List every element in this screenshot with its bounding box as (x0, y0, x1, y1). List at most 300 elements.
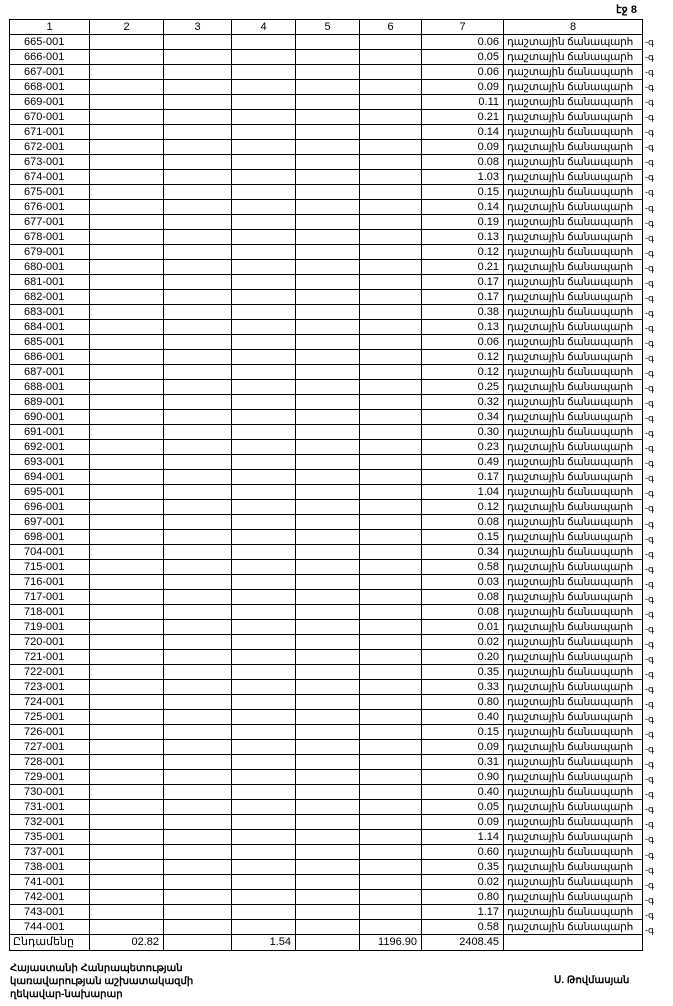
cell-empty (164, 815, 232, 830)
cell-empty (296, 410, 360, 425)
cell-value: 0.17 (422, 275, 504, 290)
table-row (10, 335, 643, 350)
totals-col6: 1196.90 (360, 935, 422, 951)
cell-empty (164, 515, 232, 530)
cell-description: դաշտային ճանապարհ (504, 230, 643, 245)
row-mark: -գ (645, 488, 654, 499)
row-marks (645, 35, 671, 938)
cell-code: 725-001 (10, 710, 90, 725)
cell-empty (90, 860, 164, 875)
cell-description: դաշտային ճանապարհ (504, 65, 643, 80)
cell-code: 732-001 (10, 815, 90, 830)
cell-description: դաշտային ճանապարհ (504, 920, 643, 935)
cell-description: դաշտային ճանապարհ (504, 95, 643, 110)
cell-code: 730-001 (10, 785, 90, 800)
row-mark: -գ (645, 232, 654, 243)
cell-empty (232, 185, 296, 200)
table-row (10, 80, 643, 95)
cell-description: դաշտային ճանապարհ (504, 380, 643, 395)
cell-empty (360, 845, 422, 860)
cell-description: դաշտային ճանապարհ (504, 335, 643, 350)
table-row (10, 35, 643, 50)
cell-description: դաշտային ճանապարհ (504, 140, 643, 155)
cell-empty (90, 755, 164, 770)
cell-empty (164, 50, 232, 65)
cell-value: 0.14 (422, 125, 504, 140)
cell-empty (296, 920, 360, 935)
footer-line-2: կառավարության աշխատակազմի (10, 976, 194, 987)
header-col-6: 6 (360, 20, 422, 35)
cell-value: 0.12 (422, 500, 504, 515)
table-row (10, 890, 643, 905)
cell-empty (90, 65, 164, 80)
cell-description: դաշտային ճանապարհ (504, 350, 643, 365)
cell-empty (232, 485, 296, 500)
cell-value: 0.19 (422, 215, 504, 230)
cell-empty (360, 170, 422, 185)
table-row (10, 245, 643, 260)
cell-empty (164, 635, 232, 650)
cell-code: 680-001 (10, 260, 90, 275)
cell-empty (232, 680, 296, 695)
cell-empty (232, 215, 296, 230)
cell-code: 684-001 (10, 320, 90, 335)
cell-description: դաշտային ճանապարհ (504, 545, 643, 560)
cell-value: 0.09 (422, 815, 504, 830)
cell-value: 0.23 (422, 440, 504, 455)
cell-empty (90, 665, 164, 680)
cell-empty (296, 320, 360, 335)
cell-empty (90, 410, 164, 425)
row-mark: -գ (645, 699, 654, 710)
cell-code: 731-001 (10, 800, 90, 815)
cell-description: դաշտային ճանապարհ (504, 665, 643, 680)
row-mark: -գ (645, 443, 654, 454)
cell-empty (232, 65, 296, 80)
cell-empty (90, 245, 164, 260)
header-row (10, 20, 643, 35)
cell-empty (90, 440, 164, 455)
cell-empty (360, 530, 422, 545)
row-mark: -գ (645, 924, 654, 935)
cell-empty (164, 680, 232, 695)
cell-value: 0.03 (422, 575, 504, 590)
totals-row (10, 935, 643, 951)
cell-empty (296, 710, 360, 725)
cell-empty (232, 815, 296, 830)
cell-empty (90, 815, 164, 830)
cell-value: 0.21 (422, 110, 504, 125)
cell-empty (360, 470, 422, 485)
cell-empty (360, 560, 422, 575)
cell-empty (296, 695, 360, 710)
cell-description: դաշտային ճանապարհ (504, 605, 643, 620)
cell-code: 726-001 (10, 725, 90, 740)
cell-code: 721-001 (10, 650, 90, 665)
table-row (10, 380, 643, 395)
cell-description: դաշտային ճանապարհ (504, 35, 643, 50)
cell-empty (360, 905, 422, 920)
cell-code: 695-001 (10, 485, 90, 500)
row-mark: -գ (645, 684, 654, 695)
cell-empty (360, 140, 422, 155)
cell-empty (296, 140, 360, 155)
cell-value: 0.06 (422, 335, 504, 350)
row-mark: -գ (645, 864, 654, 875)
cell-empty (90, 710, 164, 725)
row-mark: -գ (645, 548, 654, 559)
row-mark: -գ (645, 653, 654, 664)
cell-description: դաշտային ճանապարհ (504, 875, 643, 890)
cell-empty (90, 920, 164, 935)
cell-empty (232, 50, 296, 65)
cell-empty (232, 710, 296, 725)
totals-col5 (296, 935, 360, 951)
cell-empty (232, 500, 296, 515)
cell-value: 0.12 (422, 350, 504, 365)
row-mark: -գ (645, 909, 654, 920)
totals-col2: 02.82 (90, 935, 164, 951)
row-mark: -գ (645, 789, 654, 800)
cell-empty (164, 470, 232, 485)
row-mark: -գ (645, 578, 654, 589)
table-row (10, 545, 643, 560)
cell-description: դաշտային ճանապարհ (504, 635, 643, 650)
row-mark: -գ (645, 819, 654, 830)
table-row (10, 785, 643, 800)
cell-description: դաշտային ճանապարհ (504, 170, 643, 185)
cell-empty (296, 155, 360, 170)
cell-empty (164, 215, 232, 230)
cell-code: 717-001 (10, 590, 90, 605)
cell-empty (360, 320, 422, 335)
cell-empty (232, 740, 296, 755)
row-mark: -գ (645, 473, 654, 484)
cell-empty (232, 725, 296, 740)
cell-description: դաշտային ճանապարհ (504, 620, 643, 635)
cell-value: 0.30 (422, 425, 504, 440)
row-mark: -գ (645, 172, 654, 183)
row-mark: -գ (645, 623, 654, 634)
cell-code: 738-001 (10, 860, 90, 875)
row-mark: -գ (645, 638, 654, 649)
cell-code: 698-001 (10, 530, 90, 545)
cell-description: դաշտային ճանապարհ (504, 830, 643, 845)
cell-empty (296, 455, 360, 470)
cell-code: 718-001 (10, 605, 90, 620)
cell-code: 737-001 (10, 845, 90, 860)
cell-empty (232, 755, 296, 770)
table-row (10, 875, 643, 890)
cell-value: 0.80 (422, 695, 504, 710)
cell-value: 0.15 (422, 725, 504, 740)
cell-empty (90, 485, 164, 500)
cell-empty (360, 395, 422, 410)
cell-empty (90, 425, 164, 440)
cell-empty (90, 635, 164, 650)
cell-empty (164, 350, 232, 365)
table-row (10, 770, 643, 785)
cell-empty (232, 890, 296, 905)
cell-empty (90, 350, 164, 365)
cell-value: 0.12 (422, 245, 504, 260)
cell-empty (90, 95, 164, 110)
cell-value: 0.58 (422, 920, 504, 935)
cell-empty (360, 785, 422, 800)
cell-empty (90, 770, 164, 785)
cell-description: դաշտային ճանապարհ (504, 425, 643, 440)
cell-value: 0.80 (422, 890, 504, 905)
cell-empty (232, 665, 296, 680)
cell-empty (90, 740, 164, 755)
cell-empty (90, 155, 164, 170)
cell-code: 675-001 (10, 185, 90, 200)
cell-empty (360, 80, 422, 95)
table-row (10, 350, 643, 365)
table-row (10, 95, 643, 110)
table-row (10, 530, 643, 545)
cell-code: 667-001 (10, 65, 90, 80)
cell-empty (90, 365, 164, 380)
cell-value: 0.17 (422, 290, 504, 305)
cell-value: 0.25 (422, 380, 504, 395)
row-mark: -գ (645, 352, 654, 363)
cell-empty (360, 800, 422, 815)
cell-empty (296, 230, 360, 245)
cell-empty (232, 200, 296, 215)
cell-empty (296, 665, 360, 680)
cell-description: դաշտային ճանապարհ (504, 845, 643, 860)
cell-empty (296, 425, 360, 440)
cell-code: 691-001 (10, 425, 90, 440)
table-row (10, 410, 643, 425)
cell-empty (90, 515, 164, 530)
cell-description: դաշտային ճանապարհ (504, 695, 643, 710)
cell-description: դաշտային ճանապարհ (504, 275, 643, 290)
cell-empty (90, 530, 164, 545)
cell-description: դաշտային ճանապարհ (504, 245, 643, 260)
cell-value: 0.32 (422, 395, 504, 410)
header-col-7: 7 (422, 20, 504, 35)
cell-empty (296, 290, 360, 305)
page-number: էջ 8 (616, 4, 637, 16)
cell-value: 0.13 (422, 230, 504, 245)
cell-description: դաշտային ճանապարհ (504, 710, 643, 725)
row-mark: -գ (645, 277, 654, 288)
cell-value: 0.90 (422, 770, 504, 785)
table-row (10, 50, 643, 65)
cell-empty (164, 155, 232, 170)
row-mark: -գ (645, 322, 654, 333)
cell-empty (360, 365, 422, 380)
cell-value: 0.60 (422, 845, 504, 860)
cell-empty (164, 320, 232, 335)
cell-empty (164, 140, 232, 155)
cell-code: 688-001 (10, 380, 90, 395)
cell-code: 682-001 (10, 290, 90, 305)
totals-col3 (164, 935, 232, 951)
row-mark: -գ (645, 563, 654, 574)
row-mark: -գ (645, 383, 654, 394)
totals-col4: 1.54 (232, 935, 296, 951)
cell-empty (232, 305, 296, 320)
cell-empty (232, 785, 296, 800)
table-row (10, 665, 643, 680)
cell-description: դաշտային ճանապարհ (504, 500, 643, 515)
row-mark: -գ (645, 398, 654, 409)
cell-empty (232, 125, 296, 140)
cell-empty (164, 905, 232, 920)
cell-empty (360, 755, 422, 770)
footer-signer: Ս. Թովմասյան (554, 975, 630, 986)
cell-empty (232, 830, 296, 845)
cell-empty (90, 785, 164, 800)
cell-empty (360, 260, 422, 275)
cell-value: 0.35 (422, 665, 504, 680)
cell-empty (90, 140, 164, 155)
cell-code: 666-001 (10, 50, 90, 65)
cell-value: 0.08 (422, 605, 504, 620)
cell-code: 723-001 (10, 680, 90, 695)
cell-empty (90, 845, 164, 860)
row-mark: -գ (645, 774, 654, 785)
table-row (10, 320, 643, 335)
cell-empty (164, 380, 232, 395)
cell-empty (360, 860, 422, 875)
cell-empty (360, 725, 422, 740)
cell-empty (296, 860, 360, 875)
table-row (10, 575, 643, 590)
cell-empty (90, 545, 164, 560)
cell-empty (232, 650, 296, 665)
cell-empty (232, 320, 296, 335)
cell-empty (164, 860, 232, 875)
table-row (10, 695, 643, 710)
cell-description: դաշտային ճանապարհ (504, 650, 643, 665)
cell-empty (296, 590, 360, 605)
row-mark: -գ (645, 337, 654, 348)
cell-empty (232, 140, 296, 155)
cell-empty (360, 695, 422, 710)
cell-empty (232, 395, 296, 410)
cell-empty (90, 230, 164, 245)
cell-empty (164, 845, 232, 860)
cell-empty (232, 620, 296, 635)
cell-empty (232, 95, 296, 110)
cell-empty (164, 800, 232, 815)
cell-code: 671-001 (10, 125, 90, 140)
cell-empty (164, 275, 232, 290)
cell-code: 679-001 (10, 245, 90, 260)
cell-code: 690-001 (10, 410, 90, 425)
row-mark: -գ (645, 67, 654, 78)
cell-code: 692-001 (10, 440, 90, 455)
cell-description: դաշտային ճանապարհ (504, 680, 643, 695)
cell-empty (360, 335, 422, 350)
cell-empty (164, 920, 232, 935)
cell-empty (360, 770, 422, 785)
cell-empty (232, 455, 296, 470)
table-row (10, 755, 643, 770)
table-row (10, 260, 643, 275)
table-row (10, 305, 643, 320)
cell-empty (360, 125, 422, 140)
header-col-2: 2 (90, 20, 164, 35)
cell-empty (360, 50, 422, 65)
cell-empty (90, 395, 164, 410)
cell-empty (90, 290, 164, 305)
cell-empty (164, 530, 232, 545)
row-mark: -գ (645, 518, 654, 529)
cell-empty (164, 620, 232, 635)
cell-empty (296, 785, 360, 800)
cell-description: դաշտային ճանապարհ (504, 770, 643, 785)
cell-empty (90, 620, 164, 635)
cell-empty (360, 155, 422, 170)
row-mark: -գ (645, 428, 654, 439)
cell-empty (90, 890, 164, 905)
cell-empty (164, 125, 232, 140)
cell-description: դաշտային ճանապարհ (504, 515, 643, 530)
cell-empty (296, 740, 360, 755)
cell-empty (296, 545, 360, 560)
cell-empty (90, 650, 164, 665)
cell-empty (164, 665, 232, 680)
cell-code: 677-001 (10, 215, 90, 230)
cell-empty (296, 680, 360, 695)
cell-empty (296, 650, 360, 665)
cell-empty (90, 470, 164, 485)
row-mark: -գ (645, 668, 654, 679)
cell-code: 696-001 (10, 500, 90, 515)
cell-code: 704-001 (10, 545, 90, 560)
cell-description: դաշտային ճանապարհ (504, 905, 643, 920)
footer-line-3: ղեկավար-նախարար (10, 989, 123, 1000)
cell-empty (360, 890, 422, 905)
cell-value: 0.40 (422, 785, 504, 800)
cell-empty (360, 590, 422, 605)
cell-empty (90, 185, 164, 200)
cell-code: 727-001 (10, 740, 90, 755)
cell-empty (90, 875, 164, 890)
cell-code: 694-001 (10, 470, 90, 485)
cell-description: դաշտային ճանապարհ (504, 185, 643, 200)
table-row (10, 920, 643, 935)
cell-code: 676-001 (10, 200, 90, 215)
cell-empty (232, 245, 296, 260)
row-mark: -գ (645, 759, 654, 770)
table-row (10, 560, 643, 575)
cell-description: դաշտային ճանապարհ (504, 365, 643, 380)
row-mark: -գ (645, 262, 654, 273)
cell-empty (90, 575, 164, 590)
cell-code: 689-001 (10, 395, 90, 410)
cell-empty (296, 635, 360, 650)
cell-empty (90, 335, 164, 350)
cell-empty (164, 830, 232, 845)
cell-value: 0.09 (422, 80, 504, 95)
cell-code: 685-001 (10, 335, 90, 350)
cell-empty (296, 350, 360, 365)
cell-description: դաշտային ճանապարհ (504, 860, 643, 875)
cell-empty (164, 590, 232, 605)
cell-code: 673-001 (10, 155, 90, 170)
cell-empty (232, 35, 296, 50)
table-row (10, 725, 643, 740)
cell-empty (296, 305, 360, 320)
cell-empty (232, 920, 296, 935)
cell-empty (90, 830, 164, 845)
